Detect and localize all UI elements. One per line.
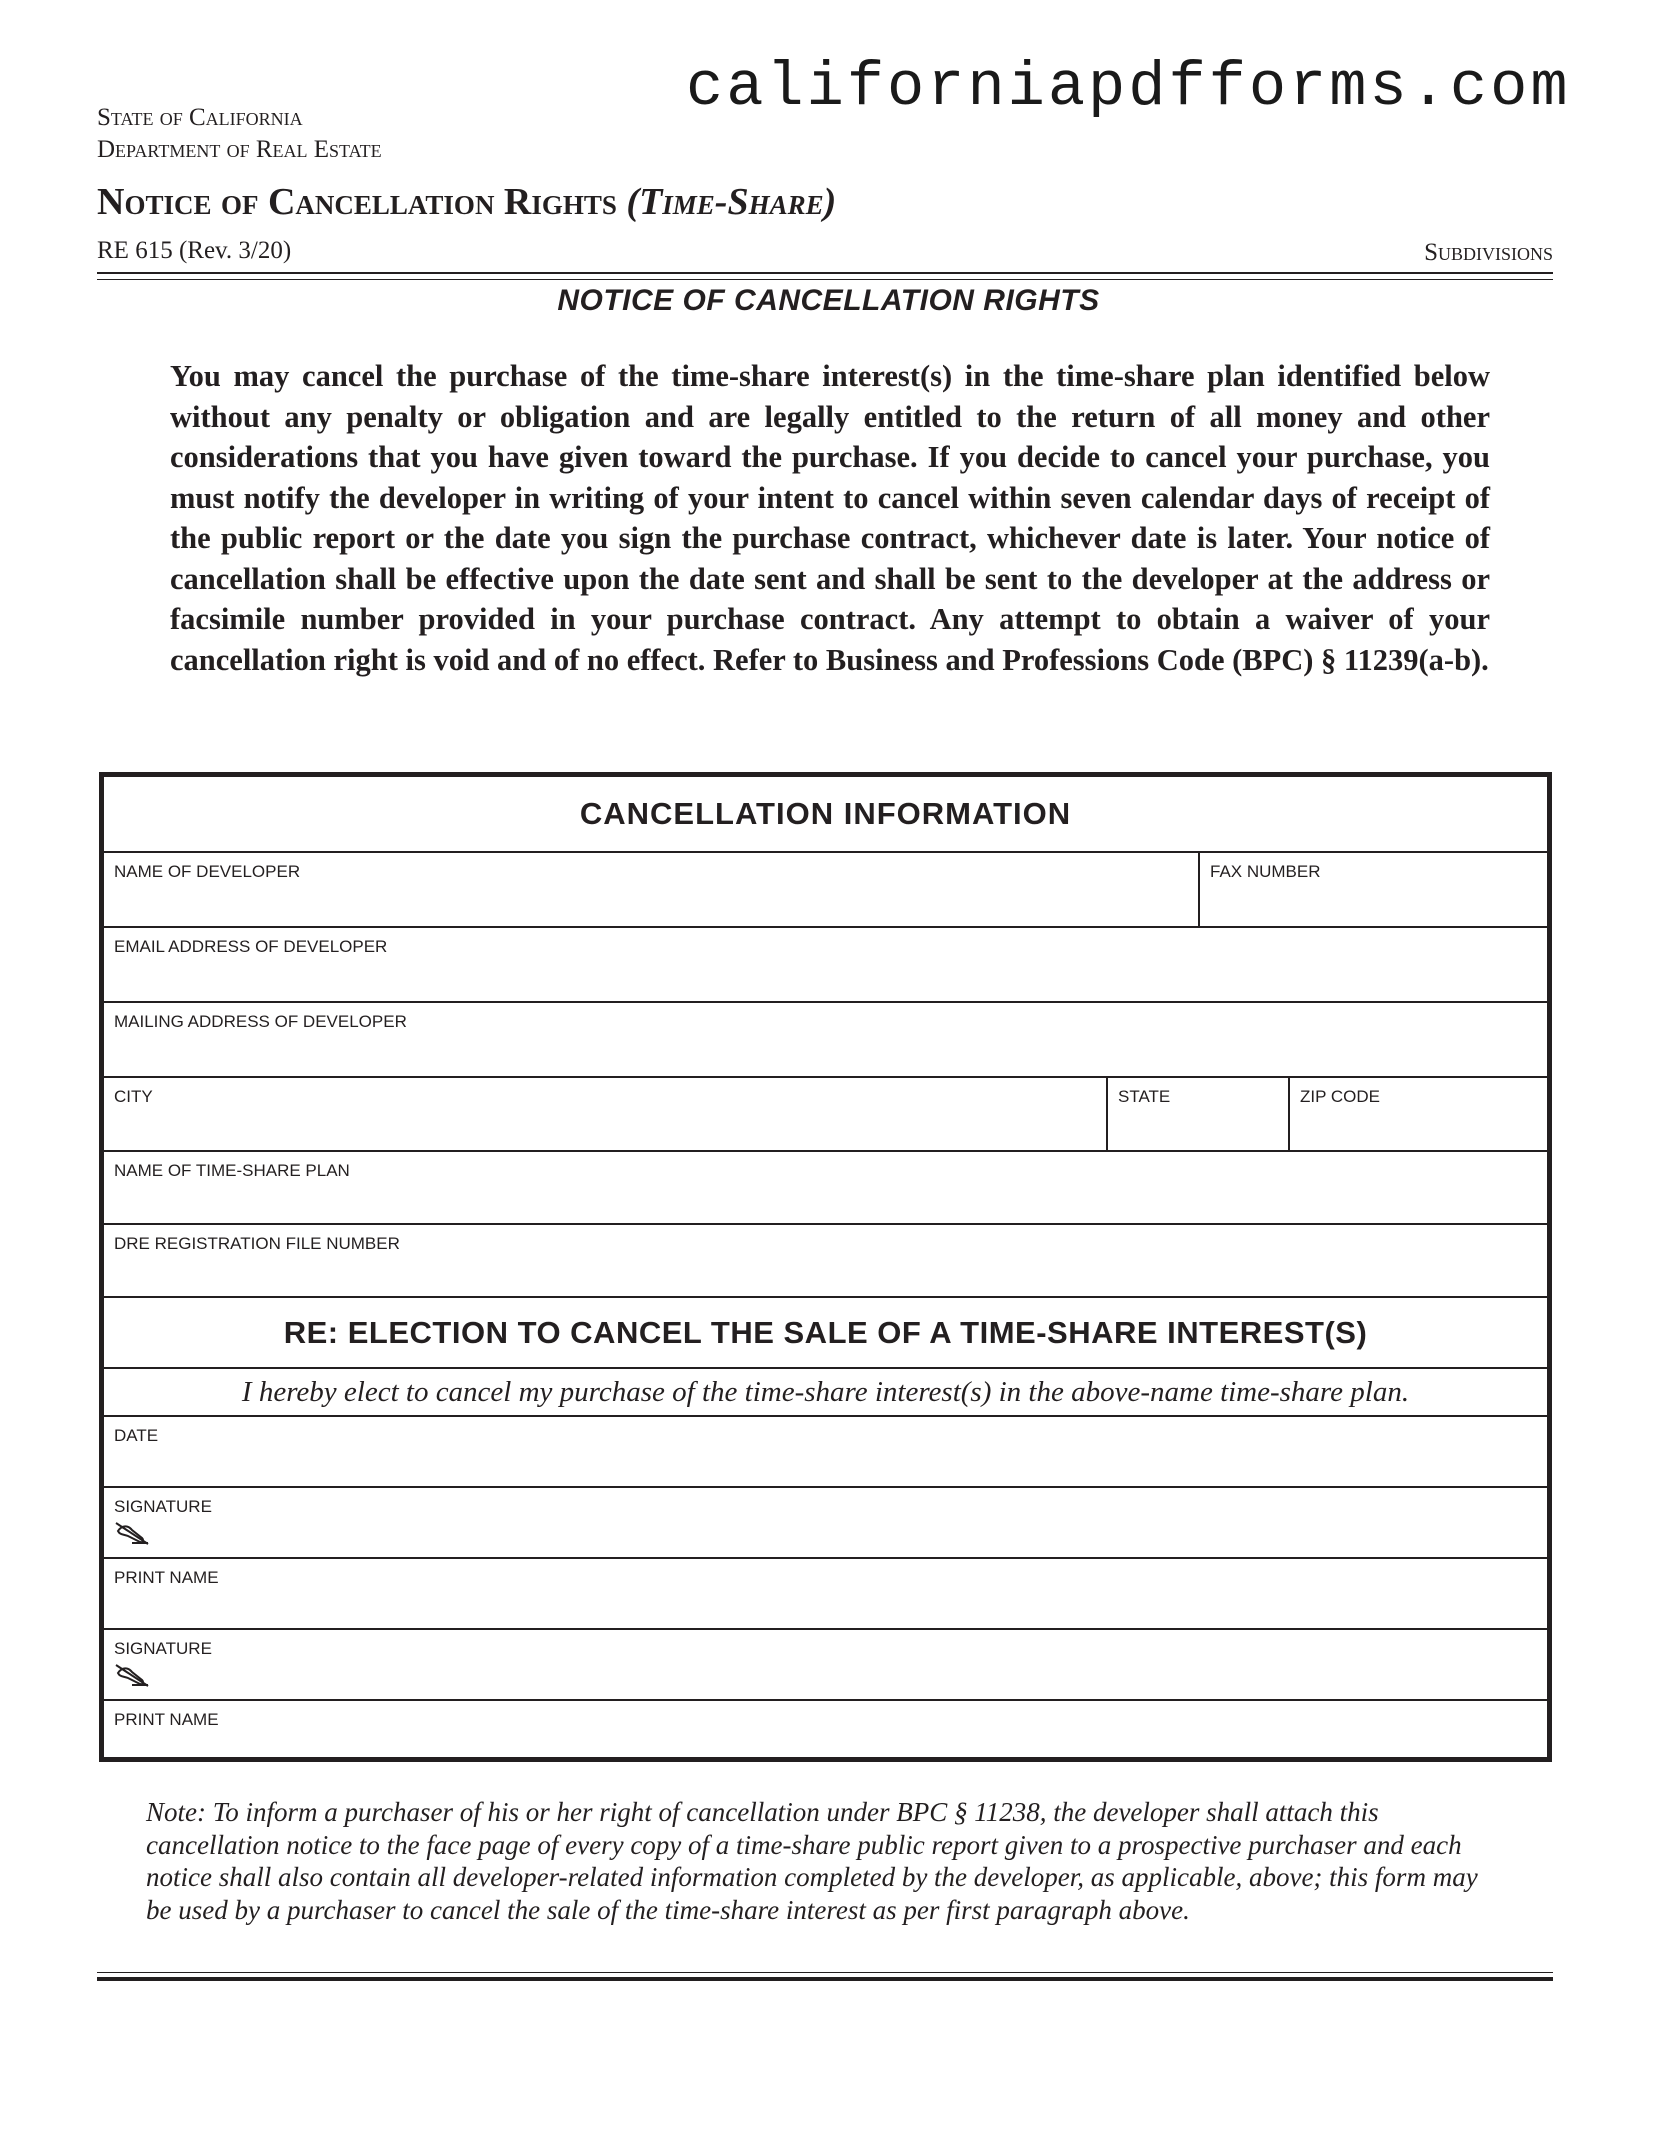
email-row [104, 928, 1547, 1003]
form-number: RE 615 (Rev. 3/20) [97, 237, 292, 264]
fax-number-label: FAX NUMBER [1210, 862, 1321, 881]
developer-row [104, 853, 1547, 928]
watermark: californiapdfforms.com [686, 52, 1571, 123]
footer-rule [97, 1977, 1553, 1981]
mailing-address-input[interactable] [114, 1042, 1537, 1070]
city-input[interactable] [114, 1116, 1096, 1144]
header-rule-thin [97, 279, 1553, 280]
email-label: EMAIL ADDRESS OF DEVELOPER [114, 937, 388, 956]
form-title-suffix: (Time-Share) [626, 181, 837, 223]
city-cell [104, 1078, 1106, 1150]
footer-rule-thin [97, 1972, 1553, 1973]
pen-sign-icon [114, 1521, 150, 1547]
pen-sign-icon [114, 1663, 150, 1689]
state-input[interactable] [1118, 1116, 1278, 1144]
notice-body: You may cancel the purchase of the time-share interest(s) in the time-share plan identified below without any penalty or obligation and are legally entitled to the return of all money and other considerations that you have given toward the purchase. If you decide to cancel your purchase, you must notify the developer in writing of your intent to cancel within seven calendar days of receipt of the public report or the date you sign the purchase contract, whichever date is later. Your notice of cancellation shall be effective upon the date sent and shall be sent to the developer at the address or facsimile number provided in your purchase contract. Any attempt to obtain a waiver of your cancellation right is void and of no effect. Refer to Business and Professions Code (BPC) § 11239(a-b). [170, 359, 1490, 677]
form-title-main: Notice of Cancellation Rights [97, 181, 617, 223]
election-title: RE: ELECTION TO CANCEL THE SALE OF A TIME-SHARE INTEREST(S) [283, 1314, 1368, 1350]
signature-row-1[interactable] [104, 1488, 1547, 1559]
mailing-address-row [104, 1003, 1547, 1078]
print-name-input-1[interactable] [114, 1594, 1537, 1622]
form-category: Subdivisions [1424, 239, 1553, 266]
cancellation-form [99, 772, 1552, 1762]
agency-block [97, 102, 382, 166]
developer-name-input[interactable] [114, 892, 1188, 920]
plan-name-label: NAME OF TIME-SHARE PLAN [114, 1161, 350, 1180]
zip-input[interactable] [1300, 1116, 1537, 1144]
election-header [104, 1298, 1547, 1369]
developer-name-label: NAME OF DEVELOPER [114, 862, 301, 881]
plan-name-input[interactable] [114, 1189, 1537, 1217]
election-statement: I hereby elect to cancel my purchase of the time-share interest(s) in the above-name time-share plan. [241, 1375, 1410, 1408]
header-rule [97, 272, 1553, 274]
dre-file-row [104, 1225, 1547, 1298]
zip-label: ZIP CODE [1300, 1087, 1380, 1106]
fax-number-cell [1198, 853, 1547, 926]
email-input[interactable] [114, 967, 1537, 995]
print-name-input-2[interactable] [114, 1723, 1537, 1751]
print-name-row-1 [104, 1559, 1547, 1630]
form-title [97, 180, 836, 224]
plan-name-row [104, 1152, 1547, 1225]
state-cell [1106, 1078, 1288, 1150]
agency-department: Department of Real Estate [97, 136, 382, 163]
dre-file-label: DRE REGISTRATION FILE NUMBER [114, 1234, 400, 1253]
signature-row-2[interactable] [104, 1630, 1547, 1701]
print-name-row-2 [104, 1701, 1547, 1757]
developer-name-cell [104, 853, 1198, 926]
mailing-address-label: MAILING ADDRESS OF DEVELOPER [114, 1012, 407, 1031]
state-label: STATE [1118, 1087, 1171, 1106]
print-name-label-1: PRINT NAME [114, 1568, 219, 1587]
zip-cell [1288, 1078, 1547, 1150]
dre-file-input[interactable] [114, 1262, 1537, 1290]
signature-label-1: SIGNATURE [114, 1497, 212, 1516]
footer-note: Note: To inform a purchaser of his or her right of cancellation under BPC § 11238, the developer shall attach this cancellation notice to the face page of every copy of a time-share public report given to a prospective purchaser and each notice shall also contain all developer-related information completed by the developer, as applicable, above; this form may be used by a purchaser to cancel the sale of the time-share interest as per first paragraph above. [146, 1797, 1478, 1925]
cancellation-info-header [104, 777, 1547, 853]
fax-number-input[interactable] [1210, 892, 1537, 920]
date-label: DATE [114, 1426, 159, 1445]
agency-state: State of California [97, 104, 303, 131]
city-state-zip-row [104, 1078, 1547, 1152]
date-input[interactable] [114, 1452, 1537, 1480]
signature-label-2: SIGNATURE [114, 1639, 212, 1658]
notice-heading: NOTICE OF CANCELLATION RIGHTS [557, 284, 1100, 317]
date-row [104, 1417, 1547, 1488]
print-name-label-2: PRINT NAME [114, 1710, 219, 1729]
city-label: CITY [114, 1087, 153, 1106]
election-statement-row [104, 1369, 1547, 1417]
cancellation-info-title: CANCELLATION INFORMATION [579, 796, 1072, 831]
